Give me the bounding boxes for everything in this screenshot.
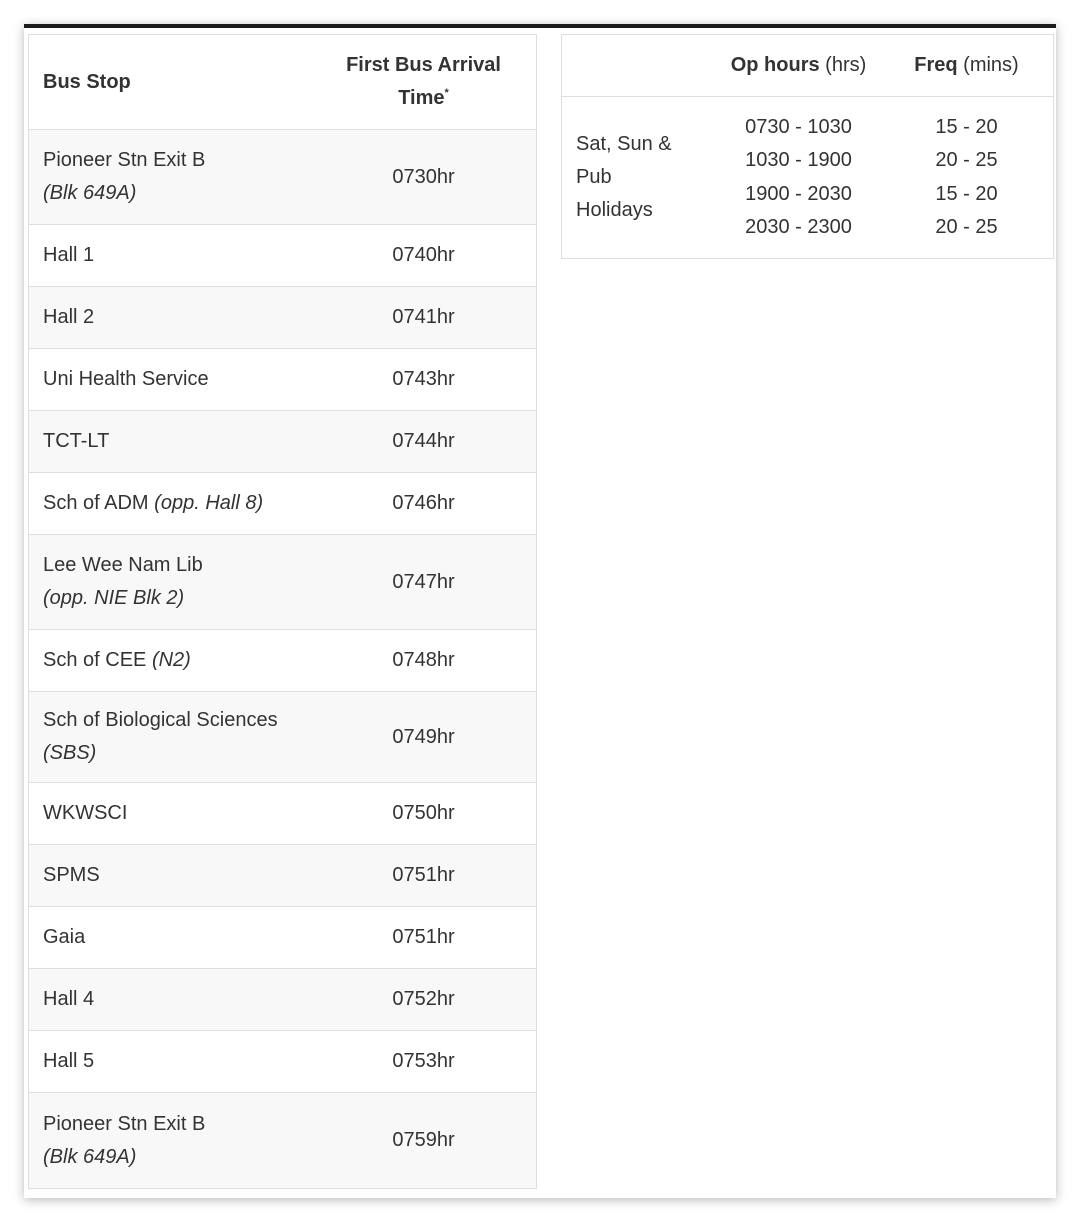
freq-list <box>880 111 1053 245</box>
footnote-mark: * <box>444 87 449 99</box>
stop-note: (SBS) <box>43 742 97 764</box>
table-row <box>29 130 536 225</box>
op-hours-list <box>717 111 880 245</box>
op-hours-value: 0730 - 1030 <box>745 115 852 138</box>
stop-name: WKWSCI <box>43 802 128 824</box>
header-freq: Freq (mins) <box>914 54 1019 76</box>
stop-name: SPMS <box>43 864 100 886</box>
stop-note: (Blk 649A) <box>43 1145 137 1168</box>
timetable-card <box>24 24 1056 1198</box>
table-row <box>29 473 536 535</box>
table-header <box>29 35 536 130</box>
table-row <box>29 287 536 349</box>
stop-name: Sch of Biological Sciences <box>43 709 278 731</box>
stop-note: (N2) <box>151 649 191 671</box>
table-row <box>29 845 536 907</box>
frequency-header <box>562 35 1053 97</box>
table-row <box>29 411 536 473</box>
stop-name: Lee Wee Nam Lib <box>43 554 203 576</box>
first-bus-table <box>28 34 537 1189</box>
table-row <box>29 783 536 845</box>
arrival-time: 0750hr <box>392 802 455 824</box>
arrival-time: 0730hr <box>392 165 455 188</box>
op-hours-value: 1030 - 1900 <box>745 149 852 171</box>
stop-name: Pioneer Stn Exit B <box>43 149 206 171</box>
header-op-hours: Op hours (hrs) <box>730 54 867 76</box>
arrival-time: 0748hr <box>392 649 455 671</box>
stop-name: Uni Health Service <box>43 368 209 390</box>
frequency-row <box>562 97 1053 258</box>
day-label: Sat, Sun & Pub Holidays <box>576 133 672 221</box>
arrival-time: 0743hr <box>392 368 455 390</box>
arrival-time: 0751hr <box>392 864 455 886</box>
freq-value: 15 - 20 <box>935 182 998 205</box>
stop-name: TCT-LT <box>43 430 110 452</box>
stop-name: Sch of ADM <box>43 492 149 514</box>
table-row <box>29 349 536 411</box>
table-row <box>29 1031 536 1093</box>
stop-name: Gaia <box>43 926 86 948</box>
arrival-time: 0759hr <box>392 1129 455 1151</box>
table-row <box>29 225 536 287</box>
header-first-bus-arrival: First Bus Arrival Time* <box>346 54 501 109</box>
arrival-time: 0747hr <box>392 570 455 593</box>
arrival-time: 0751hr <box>392 926 455 948</box>
stop-name: Hall 4 <box>43 988 95 1010</box>
table-row <box>29 535 536 630</box>
table-row <box>29 907 536 969</box>
arrival-time: 0749hr <box>392 725 455 748</box>
header-bus-stop: Bus Stop <box>43 70 131 93</box>
stop-note: (opp. NIE Blk 2) <box>43 587 185 609</box>
op-hours-value: 2030 - 2300 <box>745 216 852 238</box>
stop-name: Hall 5 <box>43 1050 95 1072</box>
stop-name: Hall 2 <box>43 306 95 328</box>
stop-note: (Blk 649A) <box>43 182 137 204</box>
arrival-time: 0753hr <box>392 1050 455 1072</box>
stop-name: Sch of CEE <box>43 649 147 671</box>
arrival-time: 0746hr <box>392 492 455 514</box>
arrival-time: 0744hr <box>392 430 455 452</box>
table-row <box>29 630 536 692</box>
arrival-time: 0740hr <box>392 244 455 266</box>
stop-note: (opp. Hall 8) <box>154 492 264 514</box>
table-row <box>29 692 536 783</box>
arrival-time: 0741hr <box>392 306 455 328</box>
freq-value: 20 - 25 <box>935 149 998 171</box>
table-row <box>29 1093 536 1188</box>
stop-name: Hall 1 <box>43 244 95 266</box>
arrival-time: 0752hr <box>392 988 455 1010</box>
table-row <box>29 969 536 1031</box>
op-hours-value: 1900 - 2030 <box>745 182 852 205</box>
frequency-table <box>561 34 1054 259</box>
freq-value: 20 - 25 <box>935 216 998 238</box>
freq-value: 15 - 20 <box>935 115 998 138</box>
stop-name: Pioneer Stn Exit B <box>43 1112 206 1135</box>
